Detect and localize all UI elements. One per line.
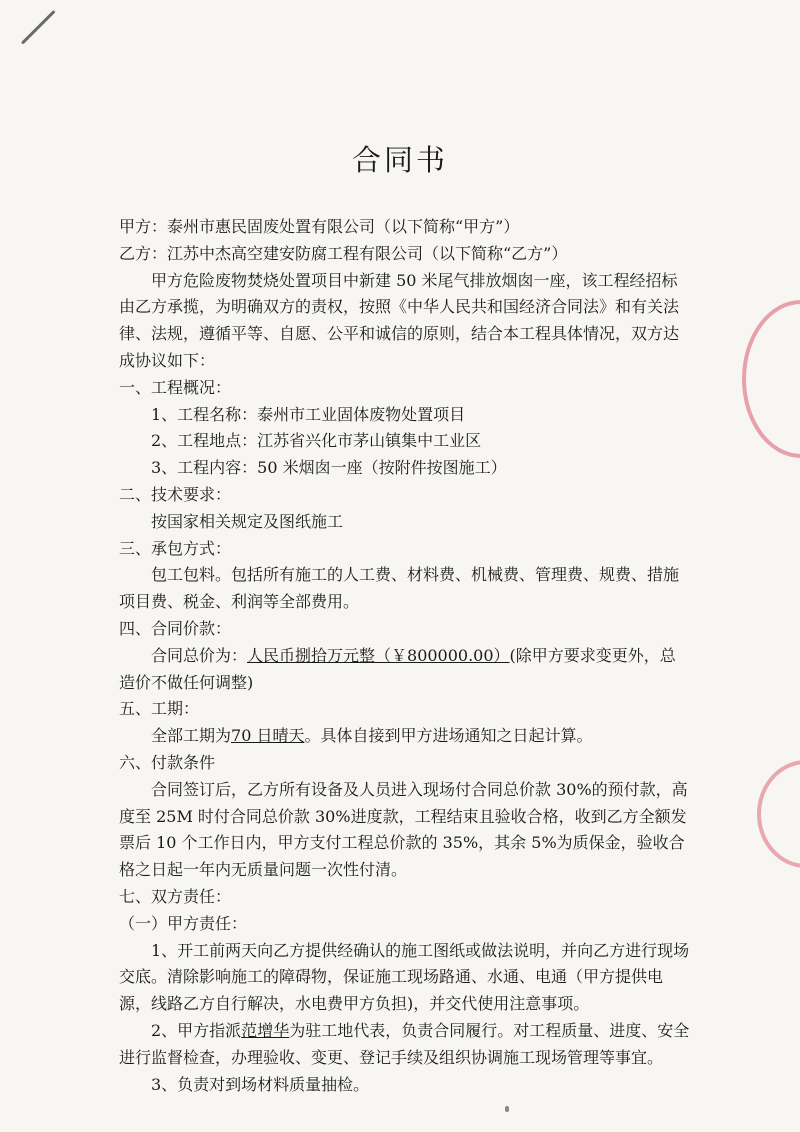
duty-item-3: 3、负责对到场材料质量抽检。 xyxy=(151,1074,370,1094)
staple-mark xyxy=(21,10,56,45)
page-title: 合同书 xyxy=(351,143,448,177)
party-a-line: 甲方：泰州市惠民固废处置有限公司（以下简称“甲方”） xyxy=(119,217,520,236)
contract-body xyxy=(119,214,691,1098)
party-b-line: 乙方：江苏中杰高空建安防腐工程有限公司（以下简称“乙方”） xyxy=(119,243,568,263)
red-seal-stamp xyxy=(742,300,800,458)
section-4-heading: 四、合同价款： xyxy=(119,618,232,638)
section-4-text xyxy=(119,643,691,697)
intro-paragraph: 甲方危险废物焚烧处置项目中新建 50 米尾气排放烟囱一座，该工程经招标由乙方承揽，为明确双方的责权，按照《中华人民共和国经济合同法》和有关法律、法规，遵循平等、自愿、公平和诚信的原则，结合本工程具体情况，双方达成协议如下： xyxy=(119,270,680,370)
section-5-heading: 五、工期： xyxy=(119,699,200,719)
price-label: 合同总价为： xyxy=(151,645,248,665)
project-content-item: 3、工程内容：50 米烟囱一座（按附件按图施工） xyxy=(151,458,507,478)
duration-value: 70 日晴天 xyxy=(231,726,305,746)
duty-item-2 xyxy=(119,1018,691,1072)
section-3-heading: 三、承包方式： xyxy=(119,538,232,558)
site-representative-name: 范增华 xyxy=(241,1020,290,1040)
red-seal-stamp-lower xyxy=(757,760,800,868)
project-location-item: 2、工程地点：江苏省兴化市茅山镇集中工业区 xyxy=(151,431,482,451)
section-5-text xyxy=(119,723,691,750)
contract-price: 人民币捌拾万元整（￥800000.00） xyxy=(247,645,510,665)
section-1-heading: 一、工程概况： xyxy=(119,377,232,397)
duration-label: 全部工期为 xyxy=(151,726,232,746)
section-6-text: 合同签订后，乙方所有设备及人员进入现场付合同总价款 30%的预付款，高度至 25M 时付合同总价款 30%进度款，工程结束且验收合格，收到乙方全额发票后 10 个工作日内，甲方支付工程总价款的 35%，其余 5%为质保金，验收合格之日起一年内无质量问题一次性付清。 xyxy=(119,779,688,880)
section-6-heading: 六、付款条件 xyxy=(119,752,216,772)
duty-2-prefix: 2、甲方指派 xyxy=(151,1020,242,1040)
price-note: (除甲方要求变更外，总造价不做任何调整) xyxy=(119,645,676,692)
duty-item-1: 1、开工前两天向乙方提供经确认的施工图纸或做法说明，并向乙方进行现场交底。清除影响施工的障碍物，保证施工现场路通、水通、电通（甲方提供电源，线路乙方自行解决，水电费甲方负担)，并交代使用注意事项。 xyxy=(119,940,690,1014)
section-3-text: 包工包料。包括所有施工的人工费、材料费、机械费、管理费、规费、措施项目费、税金、利润等全部费用。 xyxy=(119,565,680,612)
project-name-item: 1、工程名称：泰州市工业固体废物处置项目 xyxy=(151,404,466,424)
duration-note: 。具体自接到甲方进场通知之日起计算。 xyxy=(304,726,593,746)
section-2-text: 按国家相关规定及图纸施工 xyxy=(151,511,344,531)
section-2-heading: 二、技术要求： xyxy=(119,484,232,504)
section-7-heading: 七、双方责任： xyxy=(119,886,232,906)
duty-2-suffix: 为驻工地代表，负责合同履行。对工程质量、进度、安全进行监督检查，办理验收、变更、登记手续及组织协调施工现场管理等事宜。 xyxy=(119,1020,690,1067)
scan-mark xyxy=(505,1106,509,1112)
party-a-duties-heading: （一）甲方责任： xyxy=(119,913,248,933)
